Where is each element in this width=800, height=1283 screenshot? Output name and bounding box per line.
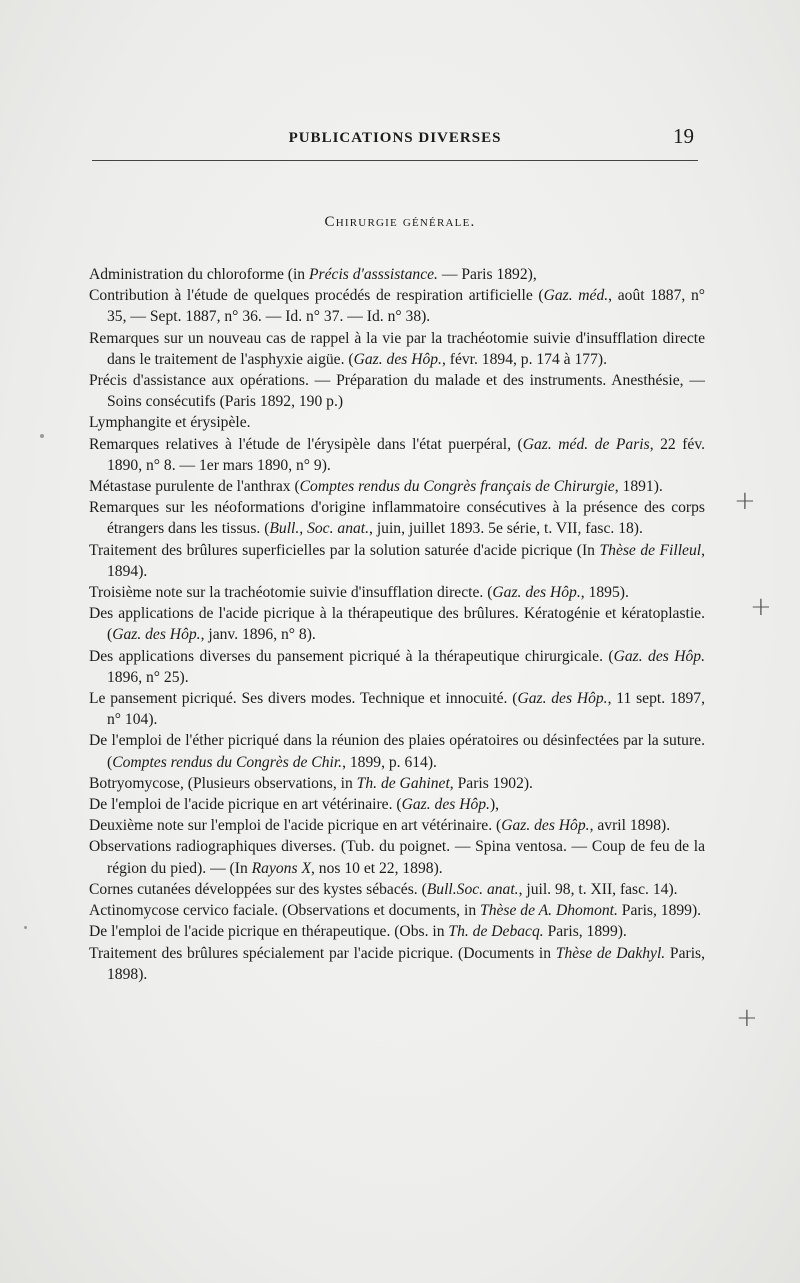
publication-entry xyxy=(89,285,705,327)
entry-text: Contribution à l'étude de quelques procédés de respiration artificielle ( xyxy=(89,287,544,305)
entry-text: Traitement des brûlures spécialement par l'acide picrique. (Documents in xyxy=(89,944,556,962)
publication-entry xyxy=(89,603,705,645)
entry-text: De l'emploi de l'éther picriqué dans la réunion des plaies opératoires ou désinfectées par la suture. ( xyxy=(89,732,705,771)
page-number: 19 xyxy=(673,124,694,148)
publication-entry xyxy=(89,730,705,772)
citation-source: Comptes rendus du Congrès français de Chirurgie xyxy=(299,478,615,496)
entry-text: Paris, 1898). xyxy=(107,944,705,983)
citation-source: Thèse de Filleul xyxy=(599,541,702,559)
entry-text: Deuxième note sur l'emploi de l'acide picrique en art vétérinaire. ( xyxy=(89,817,502,835)
citation-source: Th. de Debacq. xyxy=(448,923,544,941)
entry-text: Remarques sur les néoformations d'origine inflammatoire consécutives à la présence des corps étrangers dans les tissus. ( xyxy=(89,499,705,538)
entry-text: , nos 10 et 22, 1898). xyxy=(310,859,443,877)
entry-text: , janv. 1896, n° 8). xyxy=(200,626,316,644)
entry-text: , 1895). xyxy=(580,584,629,602)
publication-entry xyxy=(89,794,705,815)
citation-source: Comptes rendus du Congrès de Chir. xyxy=(112,753,343,771)
entry-text: , Paris 1902). xyxy=(449,774,533,792)
citation-source: Gaz. des Hôp. xyxy=(501,817,590,835)
publication-entry xyxy=(89,540,705,582)
citation-source: Gaz. méd. de Paris xyxy=(522,435,650,453)
citation-source: Rayons X xyxy=(251,859,311,877)
citation-source: Gaz. méd. xyxy=(543,287,609,305)
entry-text: , avril 1898). xyxy=(589,817,671,835)
margin-annotations xyxy=(720,0,800,1283)
citation-source: Gaz. des Hôp. xyxy=(517,690,608,708)
paper-speck xyxy=(40,434,44,438)
entry-text: Des applications diverses du pansement picriqué à la thérapeutique chirurgicale. ( xyxy=(89,647,614,665)
citation-source: Bull., Soc. anat. xyxy=(269,520,370,538)
margin-cross-mark: + xyxy=(736,1003,758,1033)
entry-text: Le pansement picriqué. Ses divers modes. Technique et innocuité. ( xyxy=(89,690,518,708)
publication-entry xyxy=(89,943,705,985)
entry-text: Actinomycose cervico faciale. (Observations et documents, in xyxy=(89,902,481,920)
citation-source: Bull.Soc. anat. xyxy=(426,880,519,898)
entry-text: Lymphangite et érysipèle. xyxy=(89,414,251,432)
entry-text: ), xyxy=(489,796,500,814)
entry-text: De l'emploi de l'acide picrique en art vétérinaire. ( xyxy=(89,796,402,814)
entry-text: Troisième note sur la trachéotomie suivie d'insufflation directe. ( xyxy=(89,584,493,602)
section-title: Chirurgie générale. xyxy=(324,214,476,230)
citation-source: Précis d'asssistance. xyxy=(309,266,438,283)
paper-speck xyxy=(24,926,27,929)
publication-entry xyxy=(89,921,705,942)
entry-text: , 22 fév. 1890, n° 8. — 1er mars 1890, n° 9). xyxy=(107,435,705,474)
citation-source: Gaz. des Hôp. xyxy=(112,626,201,644)
entry-text: Paris, 1899). xyxy=(617,902,702,920)
entry-text: 1896, n° 25). xyxy=(107,668,189,686)
publication-entry xyxy=(89,646,705,688)
publication-entry xyxy=(89,879,705,900)
entry-text: , juin, juillet 1893. 5e série, t. VII, fasc. 18). xyxy=(369,520,643,538)
citation-source: Gaz. des Hôp. xyxy=(492,584,581,602)
margin-cross-mark: + xyxy=(734,486,756,516)
citation-source: Gaz. des Hôp. xyxy=(353,350,442,368)
entry-text: Précis d'assistance aux opérations. — Préparation du malade et des instruments. Anesthésie, — Soins consécutifs (Paris 1892, 190 p.) xyxy=(89,372,705,411)
publication-entry xyxy=(89,264,705,285)
publication-entry xyxy=(89,900,705,921)
publication-entry xyxy=(89,773,705,794)
publication-entry xyxy=(89,434,705,476)
citation-source: Thèse de A. Dhomont. xyxy=(480,902,618,920)
entry-text: Cornes cutanées développées sur des kystes sébacés. ( xyxy=(89,880,427,898)
publication-entry xyxy=(89,370,705,412)
entry-text: , juil. 98, t. XII, fasc. 14). xyxy=(518,880,678,898)
citation-source: Thèse de Dakhyl. xyxy=(555,944,666,962)
publication-entry xyxy=(89,836,705,878)
publication-entry xyxy=(89,582,705,603)
entry-text: Remarques relatives à l'étude de l'érysipèle dans l'état puerpéral, ( xyxy=(89,435,523,453)
entry-text: Traitement des brûlures superficielles par la solution saturée d'acide picrique (In xyxy=(89,541,600,559)
publication-entry xyxy=(89,497,705,539)
entry-text: Remarques sur un nouveau cas de rappel à la vie par la trachéotomie suivie d'insufflation directe dans le traitement de l'asphyxie aigüe. ( xyxy=(89,329,705,368)
publication-entry xyxy=(89,412,705,433)
running-title: PUBLICATIONS DIVERSES xyxy=(288,130,502,146)
entry-text: Des applications de l'acide picrique à la thérapeutique des brûlures. Kératogénie et kératoplastie. ( xyxy=(89,605,705,644)
entry-text: , 1899, p. 614). xyxy=(342,753,437,771)
entry-text: Métastase purulente de l'anthrax ( xyxy=(89,478,300,496)
entry-text: , févr. 1894, p. 174 à 177). xyxy=(441,350,607,368)
entry-text: Paris, 1899). xyxy=(543,923,627,941)
publication-list xyxy=(89,264,705,985)
entry-text: , août 1887, n° 35, — Sept. 1887, n° 36. — Id. n° 37. — Id. n° 38). xyxy=(107,287,705,326)
citation-source: Th. de Gahinet xyxy=(356,774,450,792)
margin-cross-mark: + xyxy=(750,592,772,622)
entry-text: Observations radiographiques diverses. (Tub. du poignet. — Spina ventosa. — Coup de feu de la région du pied). — (In xyxy=(89,838,705,877)
publication-entry xyxy=(89,815,705,836)
publication-entry xyxy=(89,328,705,370)
citation-source: Gaz. des Hôp. xyxy=(401,796,490,814)
publication-entry xyxy=(89,688,705,730)
entry-text: , 1891). xyxy=(614,478,663,496)
entry-text: , 11 sept. 1897, n° 104). xyxy=(107,690,705,729)
entry-text: De l'emploi de l'acide picrique en thérapeutique. (Obs. in xyxy=(89,923,449,941)
citation-source: Gaz. des Hôp. xyxy=(613,647,705,665)
entry-text: Administration du chloroforme (in xyxy=(89,266,310,283)
page-header xyxy=(92,124,698,154)
entry-text: Botryomycose, (Plusieurs observations, in xyxy=(89,774,357,792)
entry-text: , 1894). xyxy=(107,541,705,580)
entry-text: — Paris 1892), xyxy=(437,266,537,283)
publication-entry xyxy=(89,476,705,497)
header-rule xyxy=(92,160,698,161)
